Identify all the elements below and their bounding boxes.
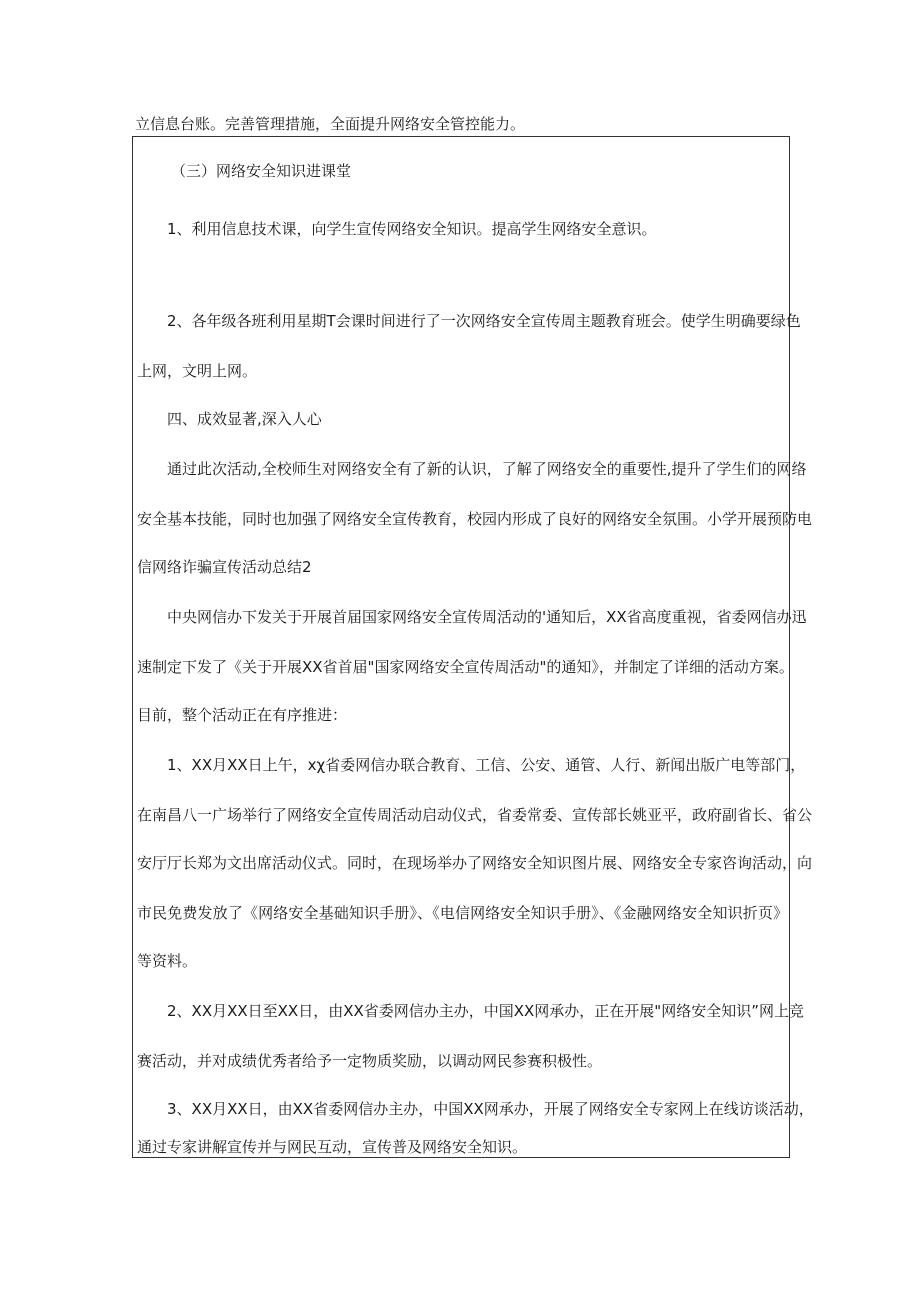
paragraph-line: 通过专家讲解宣传并与网民互动，宣传普及网络安全知识。: [137, 1138, 528, 1156]
paragraph-line: 2、XX月XX日至XX日，由XX省委网信办主办，中国XX网承办，正在开展"网络安全知识”网上竞: [167, 1002, 804, 1020]
paragraph-line: 目前，整个活动正在有序推进：: [137, 706, 348, 724]
paragraph-line: 在南昌八一广场举行了网络安全宣传周活动启动仪式，省委常委、宣传部长姚亚平，政府副省长、省公: [137, 806, 813, 824]
section-heading: （三）网络安全知识进课堂: [171, 162, 352, 180]
paragraph-line: 3、XX月XX日，由XX省委网信办主办，中国XX网承办，开展了网络安全专家网上在线访谈活动，: [167, 1100, 814, 1118]
paragraph-line: 通过此次活动,全校师生对网络安全有了新的认识，了解了网络安全的重要性,提升了学生们的网络: [167, 460, 807, 478]
paragraph-line: 等资料。: [137, 952, 198, 970]
paragraph-line: 市民免费发放了《网络安全基础知识手册》、《电信网络安全知识手册》、《金融网络安全知识折页》: [137, 904, 788, 922]
paragraph-line: 中央网信办下发关于开展首届国家网络安全宣传周活动的'通知后，XX省高度重视，省委网信办迅: [167, 608, 807, 626]
paragraph-line: 赛活动，并对成绩优秀者给予一定物质奖励，以调动网民参赛积极性。: [137, 1052, 603, 1070]
paragraph-line: 1、利用信息技术课，向学生宣传网络安全知识。提高学生网络安全意识。: [167, 220, 657, 238]
paragraph-line: 安全基本技能，同时也加强了网络安全宣传教育，校园内形成了良好的网络安全氛围。小学开展预防电: [137, 510, 813, 528]
continuation-line: 立信息台账。完善管理措施，全面提升网络安全管控能力。: [135, 115, 526, 133]
paragraph-line: 速制定下发了《关于开展XX省首届"国家网络安全宣传周活动"的通知》，并制定了详细的活动方案。: [137, 658, 794, 676]
paragraph-line: 安厅厅长郑为文出席活动仪式。同时，在现场举办了网络安全知识图片展、网络安全专家咨询活动，向: [137, 854, 813, 872]
paragraph-line: 2、各年级各班利用星期T会课时间进行了一次网络安全宣传周主题教育班会。使学生明确要绿色: [167, 312, 801, 330]
section-heading: 四、成效显著,深入人心: [167, 410, 322, 428]
paragraph-line: 信网络诈骗宣传活动总结2: [137, 558, 312, 576]
paragraph-line: 上网，文明上网。: [137, 362, 258, 380]
paragraph-line: 1、XX月XX日上午，xχ省委网信办联合教育、工信、公安、通管、人行、新闻出版广电等部门，: [167, 756, 806, 774]
content-frame: [132, 136, 814, 1158]
